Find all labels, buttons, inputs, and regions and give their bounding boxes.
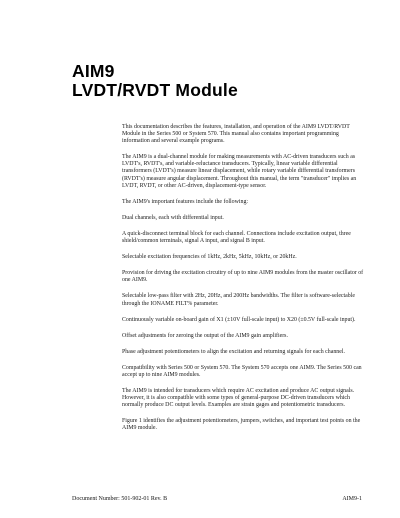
- feature-item: Selectable excitation frequencies of 1kHz, 2kHz, 5kHz, 10kHz, or 20kHz.: [122, 254, 297, 261]
- page-number: AIM9-1: [342, 496, 362, 502]
- intro-paragraph: This documentation describes the features, installation, and operation of the AIM9 LVDT/RVDT Module in the Series 500 or System 570. This manual also contains important programming information and several example programs.: [122, 124, 350, 145]
- feature-item: Offset adjustments for zeroing the output of the AIM9 gain amplifiers.: [122, 332, 288, 339]
- feature-item: A quick-disconnect terminal block for each channel. Connections include excitation output, three shield/common terminals, signal A input, and signal B input.: [122, 230, 351, 245]
- title-line-2: LVDT/RVDT Module: [72, 80, 238, 100]
- page-title: [72, 62, 238, 100]
- document-number: Document Number: 501-902-01 Rev. B: [72, 496, 168, 502]
- features-list: [122, 215, 366, 379]
- feature-item: Dual channels, each with differential input.: [122, 214, 224, 221]
- feature-item: Provision for driving the excitation circuitry of up to nine AIM9 modules from the master oscillator of one AIM9.: [122, 270, 364, 284]
- title-line-1: AIM9: [72, 61, 115, 81]
- document-body: [122, 124, 366, 442]
- feature-item: Continuously variable on-board gain of X1 (±10V full-scale input) to X20 (±0.5V full-scale input).: [122, 316, 356, 323]
- features-heading: The AIM9's important features include the following:: [122, 198, 249, 205]
- intended-use-paragraph: The AIM9 is intended for transducers which require AC excitation and produce AC output signals. However, it is also compatible with some types of general-purpose DC-driven transducers which normally produce DC output levels. Examples are strain gages and potentiometric transducers.: [122, 388, 355, 409]
- feature-item: Compatibility with Series 500 or System 570. The System 570 accepts one AIM9. The Series 500 can accept up to nine AIM9 modules.: [122, 364, 362, 378]
- page-footer: [72, 495, 362, 503]
- feature-item: Selectable low-pass filter with 2Hz, 20Hz, and 200Hz bandwidths. The filter is software-selectable through the IONAME FILT% parameter.: [122, 293, 355, 307]
- feature-item: Phase adjustment potentiometers to align the excitation and returning signals for each channel.: [122, 348, 345, 355]
- description-paragraph: The AIM9 is a dual-channel module for making measurements with AC-driven transducers such as LVDT's, RVDT's, and variable-reluctance transducers. Typically, linear variable differential transformers (LVDT's) measure linear displacement, while rotary variable differential transformers (RVDT's) measure angular displacement. Throughout this manual, the term "transducer" implies an LVDT, RVDT, or other AC-driven, displacement-type sensor.: [122, 154, 357, 189]
- figure-reference-paragraph: Figure 1 identifies the adjustment potentiometers, jumpers, switches, and important test points on the AIM9 module.: [122, 418, 361, 432]
